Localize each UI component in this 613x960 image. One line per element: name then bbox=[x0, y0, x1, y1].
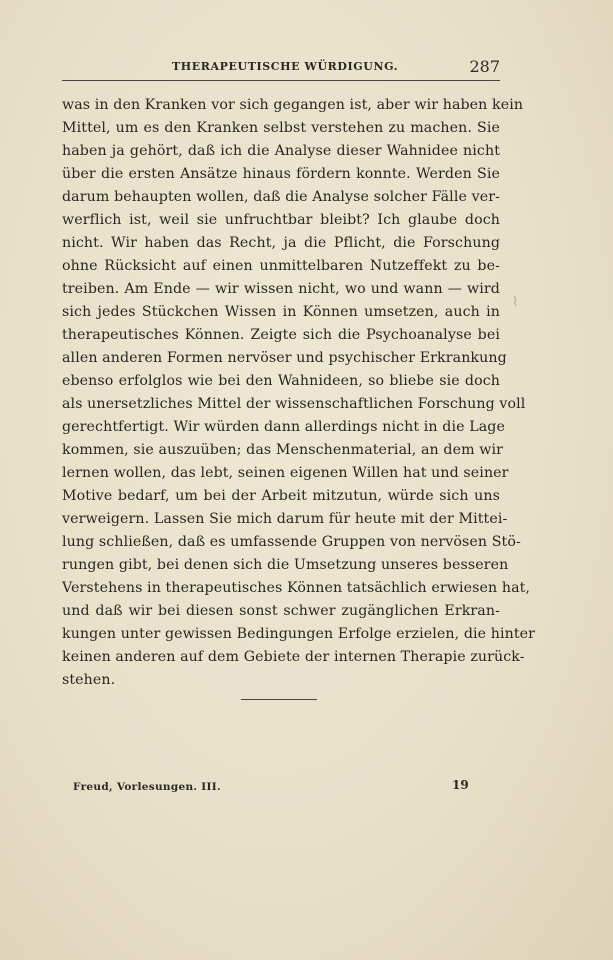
text-line: was in den Kranken vor sich gegangen ist, aber wir haben kein bbox=[62, 97, 524, 113]
text-line: Verstehens in therapeutisches Können tatsächlich erwiesen hat, bbox=[62, 580, 531, 596]
section-end-rule bbox=[241, 699, 317, 700]
text-line: allen anderen Formen nervöser und psychischer Erkrankung bbox=[62, 350, 507, 366]
running-head bbox=[62, 57, 500, 78]
text-line: sich jedes Stückchen Wissen in Können umsetzen, auch in bbox=[62, 304, 500, 320]
text-line: lung schließen, daß es umfassende Gruppen von nervösen Stö- bbox=[62, 534, 521, 550]
running-title: THERAPEUTISCHE WÜRDIGUNG. bbox=[172, 60, 399, 73]
text-line: rungen gibt, bei denen sich die Umsetzung unseres besseren bbox=[62, 557, 509, 573]
body-text bbox=[62, 94, 536, 692]
text-line: lernen wollen, das lebt, seinen eigenen Willen hat und seiner bbox=[62, 465, 509, 481]
text-line: haben ja gehört, daß ich die Analyse dieser Wahnidee nicht bbox=[62, 143, 500, 159]
text-line: kommen, sie auszuüben; das Menschenmaterial, an dem wir bbox=[62, 442, 503, 458]
text-line: nicht. Wir haben das Recht, ja die Pflicht, die Forschung bbox=[62, 235, 500, 251]
text-line: als unersetzliches Mittel der wissenschaftlichen Forschung voll bbox=[62, 396, 526, 412]
text-line-last: stehen. bbox=[62, 672, 116, 688]
text-line: therapeutisches Können. Zeigte sich die Psychoanalyse bei bbox=[62, 327, 500, 343]
margin-pencil-mark: ⌇ bbox=[512, 295, 519, 310]
text-line: und daß wir bei diesen sonst schwer zugänglichen Erkran- bbox=[62, 603, 500, 619]
text-line: Motive bedarf, um bei der Arbeit mitzutun, würde sich uns bbox=[62, 488, 500, 504]
text-line: verweigern. Lassen Sie mich darum für heute mit der Mittei- bbox=[62, 511, 508, 527]
text-line: Mittel, um es den Kranken selbst verstehen zu machen. Sie bbox=[62, 120, 500, 136]
footer-signature: Freud, Vorlesungen. III. bbox=[73, 781, 221, 793]
text-line: gerechtfertigt. Wir würden dann allerdings nicht in die Lage bbox=[62, 419, 505, 435]
text-line: ohne Rücksicht auf einen unmittelbaren Nutzeffekt zu be- bbox=[62, 258, 500, 274]
text-line: über die ersten Ansätze hinaus fördern konnte. Werden Sie bbox=[62, 166, 500, 182]
text-line: werflich ist, weil sie unfruchtbar bleibt? Ich glaube doch bbox=[62, 212, 500, 228]
text-line: ebenso erfolglos wie bei den Wahnideen, so bliebe sie doch bbox=[62, 373, 500, 389]
page-number: 287 bbox=[469, 57, 500, 76]
text-line: kungen unter gewissen Bedingungen Erfolge erzielen, die hinter bbox=[62, 626, 536, 642]
footer-signature-mark: 19 bbox=[452, 778, 469, 792]
text-line: keinen anderen auf dem Gebiete der internen Therapie zurück- bbox=[62, 649, 525, 665]
text-line: darum behaupten wollen, daß die Analyse solcher Fälle ver- bbox=[62, 189, 500, 205]
header-rule bbox=[62, 80, 500, 81]
text-line: treiben. Am Ende — wir wissen nicht, wo und wann — wird bbox=[62, 281, 500, 297]
